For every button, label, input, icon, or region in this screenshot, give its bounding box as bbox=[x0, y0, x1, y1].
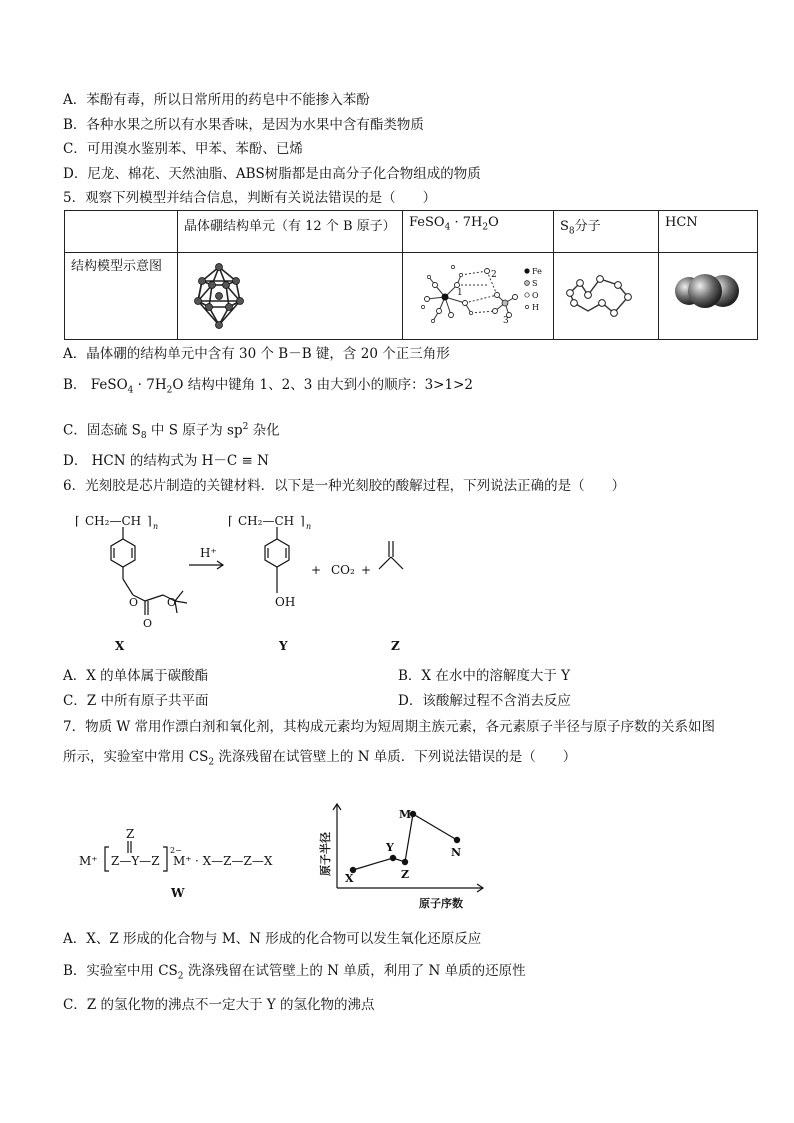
svg-text:原子序数: 原子序数 bbox=[419, 897, 463, 910]
svg-text:+: + bbox=[361, 563, 372, 577]
polymer-x-bracket-left: ⌈ bbox=[75, 514, 80, 528]
q4-option-a: A．苯酚有毒，所以日常所用的药皂中不能掺入苯酚 bbox=[63, 92, 370, 108]
svg-text:O: O bbox=[129, 596, 139, 609]
svg-text:CH₂—CH: CH₂—CH bbox=[238, 514, 295, 528]
q7-stem-line1: 7．物质 W 常用作漂白剂和氧化剂，其构成元素均为短周期主族元素，各元素原子半径与原子序数的关系如图 bbox=[63, 719, 716, 735]
svg-text:Fe: Fe bbox=[532, 267, 542, 276]
svg-text:2: 2 bbox=[491, 270, 497, 280]
svg-text:2−: 2− bbox=[170, 846, 182, 855]
header-s8: $S_8$分子 bbox=[554, 211, 659, 253]
q7-option-b: B．实验室中用 $CS_2$ 洗涤残留在试管壁上的 N 单质，利用了 N 单质的还原性 bbox=[63, 963, 526, 982]
header-hcn: HCN bbox=[659, 211, 758, 253]
svg-text:⌈: ⌈ bbox=[228, 514, 233, 528]
q6-stem: 6．光刻胶是芯片制造的关键材料．以下是一种光刻胶的酸解过程，下列说法正确的是（ ） bbox=[63, 478, 626, 494]
q5-option-a: A．晶体硼的结构单元中含有 30 个 B－B 键，含 20 个正三角形 bbox=[63, 346, 450, 362]
q5-option-b: B． FeSO$_4$ · $7H_2O$ 结构中键角 1、2、3 由大到小的顺序：3>1>2 bbox=[63, 377, 473, 396]
boron-icosahedron-icon bbox=[184, 261, 254, 331]
q7-stem-line2: 所示，实验室中常用 $CS_2$ 洗涤残留在试管壁上的 N 单质．下列说法错误的是（ ） bbox=[63, 749, 577, 768]
svg-text:S: S bbox=[532, 279, 538, 288]
structure-table bbox=[64, 210, 758, 340]
svg-text:M⁺: M⁺ bbox=[173, 854, 192, 868]
svg-text:n: n bbox=[306, 522, 312, 531]
svg-text:M⁺: M⁺ bbox=[79, 854, 98, 868]
q5-option-c: C．固态硫 $S_8$ 中 S 原子为 $sp^2$ 杂化 bbox=[63, 422, 280, 442]
svg-text:M: M bbox=[399, 808, 412, 821]
q6-option-a: A．X 的单体属于碳酸酯 bbox=[63, 668, 209, 684]
svg-text:1: 1 bbox=[457, 288, 463, 298]
header-feso4: FeSO$_4$ · $7H_2O$ bbox=[403, 211, 554, 253]
svg-text:H⁺: H⁺ bbox=[200, 546, 217, 560]
table-corner bbox=[65, 211, 178, 253]
q4-option-c: C．可用溴水鉴别苯、甲苯、苯酚、已烯 bbox=[63, 141, 303, 157]
svg-text:W: W bbox=[171, 886, 185, 900]
w-structure-formula bbox=[75, 825, 295, 905]
svg-text:CO₂: CO₂ bbox=[331, 563, 355, 577]
radius-vs-atomic-number-graph bbox=[315, 800, 495, 915]
q6-option-c: C．Z 中所有原子共平面 bbox=[63, 693, 209, 709]
q5-stem: 5．观察下列模型并结合信息，判断有关说法错误的是（ ） bbox=[63, 190, 437, 206]
svg-text:⌉: ⌉ bbox=[300, 514, 305, 528]
svg-text:3: 3 bbox=[503, 316, 509, 326]
svg-text:Z: Z bbox=[401, 868, 410, 881]
q4-option-d: D．尼龙、棉花、天然油脂、ABS树脂都是由高分子化合物组成的物质 bbox=[63, 166, 481, 182]
svg-text:CH₂—CH: CH₂—CH bbox=[85, 514, 142, 528]
svg-text:X: X bbox=[345, 872, 354, 885]
label-z: Z bbox=[391, 639, 400, 653]
label-x: X bbox=[115, 639, 125, 653]
q7-option-c: C．Z 的氢化物的沸点不一定大于 Y 的氢化物的沸点 bbox=[63, 997, 375, 1013]
svg-text:OH: OH bbox=[275, 595, 296, 609]
svg-text:⌉: ⌉ bbox=[147, 514, 152, 528]
svg-text:n: n bbox=[153, 522, 159, 531]
header-boron: 晶体硼结构单元（有 12 个 B 原子） bbox=[178, 211, 403, 253]
svg-text:Z: Z bbox=[126, 827, 135, 841]
q4-option-b: B．各种水果之所以有水果香味，是因为水果中含有酯类物质 bbox=[63, 117, 424, 133]
svg-text:原子半径: 原子半径 bbox=[319, 832, 332, 876]
photoresist-reaction-scheme bbox=[63, 505, 443, 655]
svg-text:N: N bbox=[451, 846, 462, 859]
svg-text:O: O bbox=[143, 617, 153, 630]
feso4-model bbox=[403, 253, 554, 340]
svg-text:Y: Y bbox=[386, 841, 394, 854]
svg-text:+: + bbox=[311, 563, 322, 577]
svg-text:O: O bbox=[532, 291, 539, 300]
svg-text:O: O bbox=[167, 596, 177, 609]
boron-model bbox=[178, 253, 403, 340]
svg-text:H: H bbox=[532, 303, 539, 312]
label-y: Y bbox=[279, 639, 288, 653]
q7-option-a: A．X、Z 形成的化合物与 M、N 形成的化合物可以发生氧化还原反应 bbox=[63, 931, 482, 947]
q6-option-d: D．该酸解过程不含消去反应 bbox=[398, 693, 571, 709]
feso4-hydrate-structure-icon bbox=[405, 255, 545, 333]
svg-text:· X—Z—Z—X: · X—Z—Z—X bbox=[195, 854, 273, 868]
s8-model bbox=[554, 253, 659, 340]
q5-option-d: D． HCN 的结构式为 H－C ≡ N bbox=[63, 453, 269, 469]
hcn-model bbox=[659, 253, 758, 340]
q6-option-b: B．X 在水中的溶解度大于 Y bbox=[398, 668, 571, 684]
svg-text:Z—Y—Z: Z—Y—Z bbox=[111, 854, 160, 868]
hcn-space-filling-icon bbox=[667, 261, 747, 321]
row-label: 结构模型示意图 bbox=[65, 253, 178, 340]
s8-ring-icon bbox=[558, 259, 642, 329]
